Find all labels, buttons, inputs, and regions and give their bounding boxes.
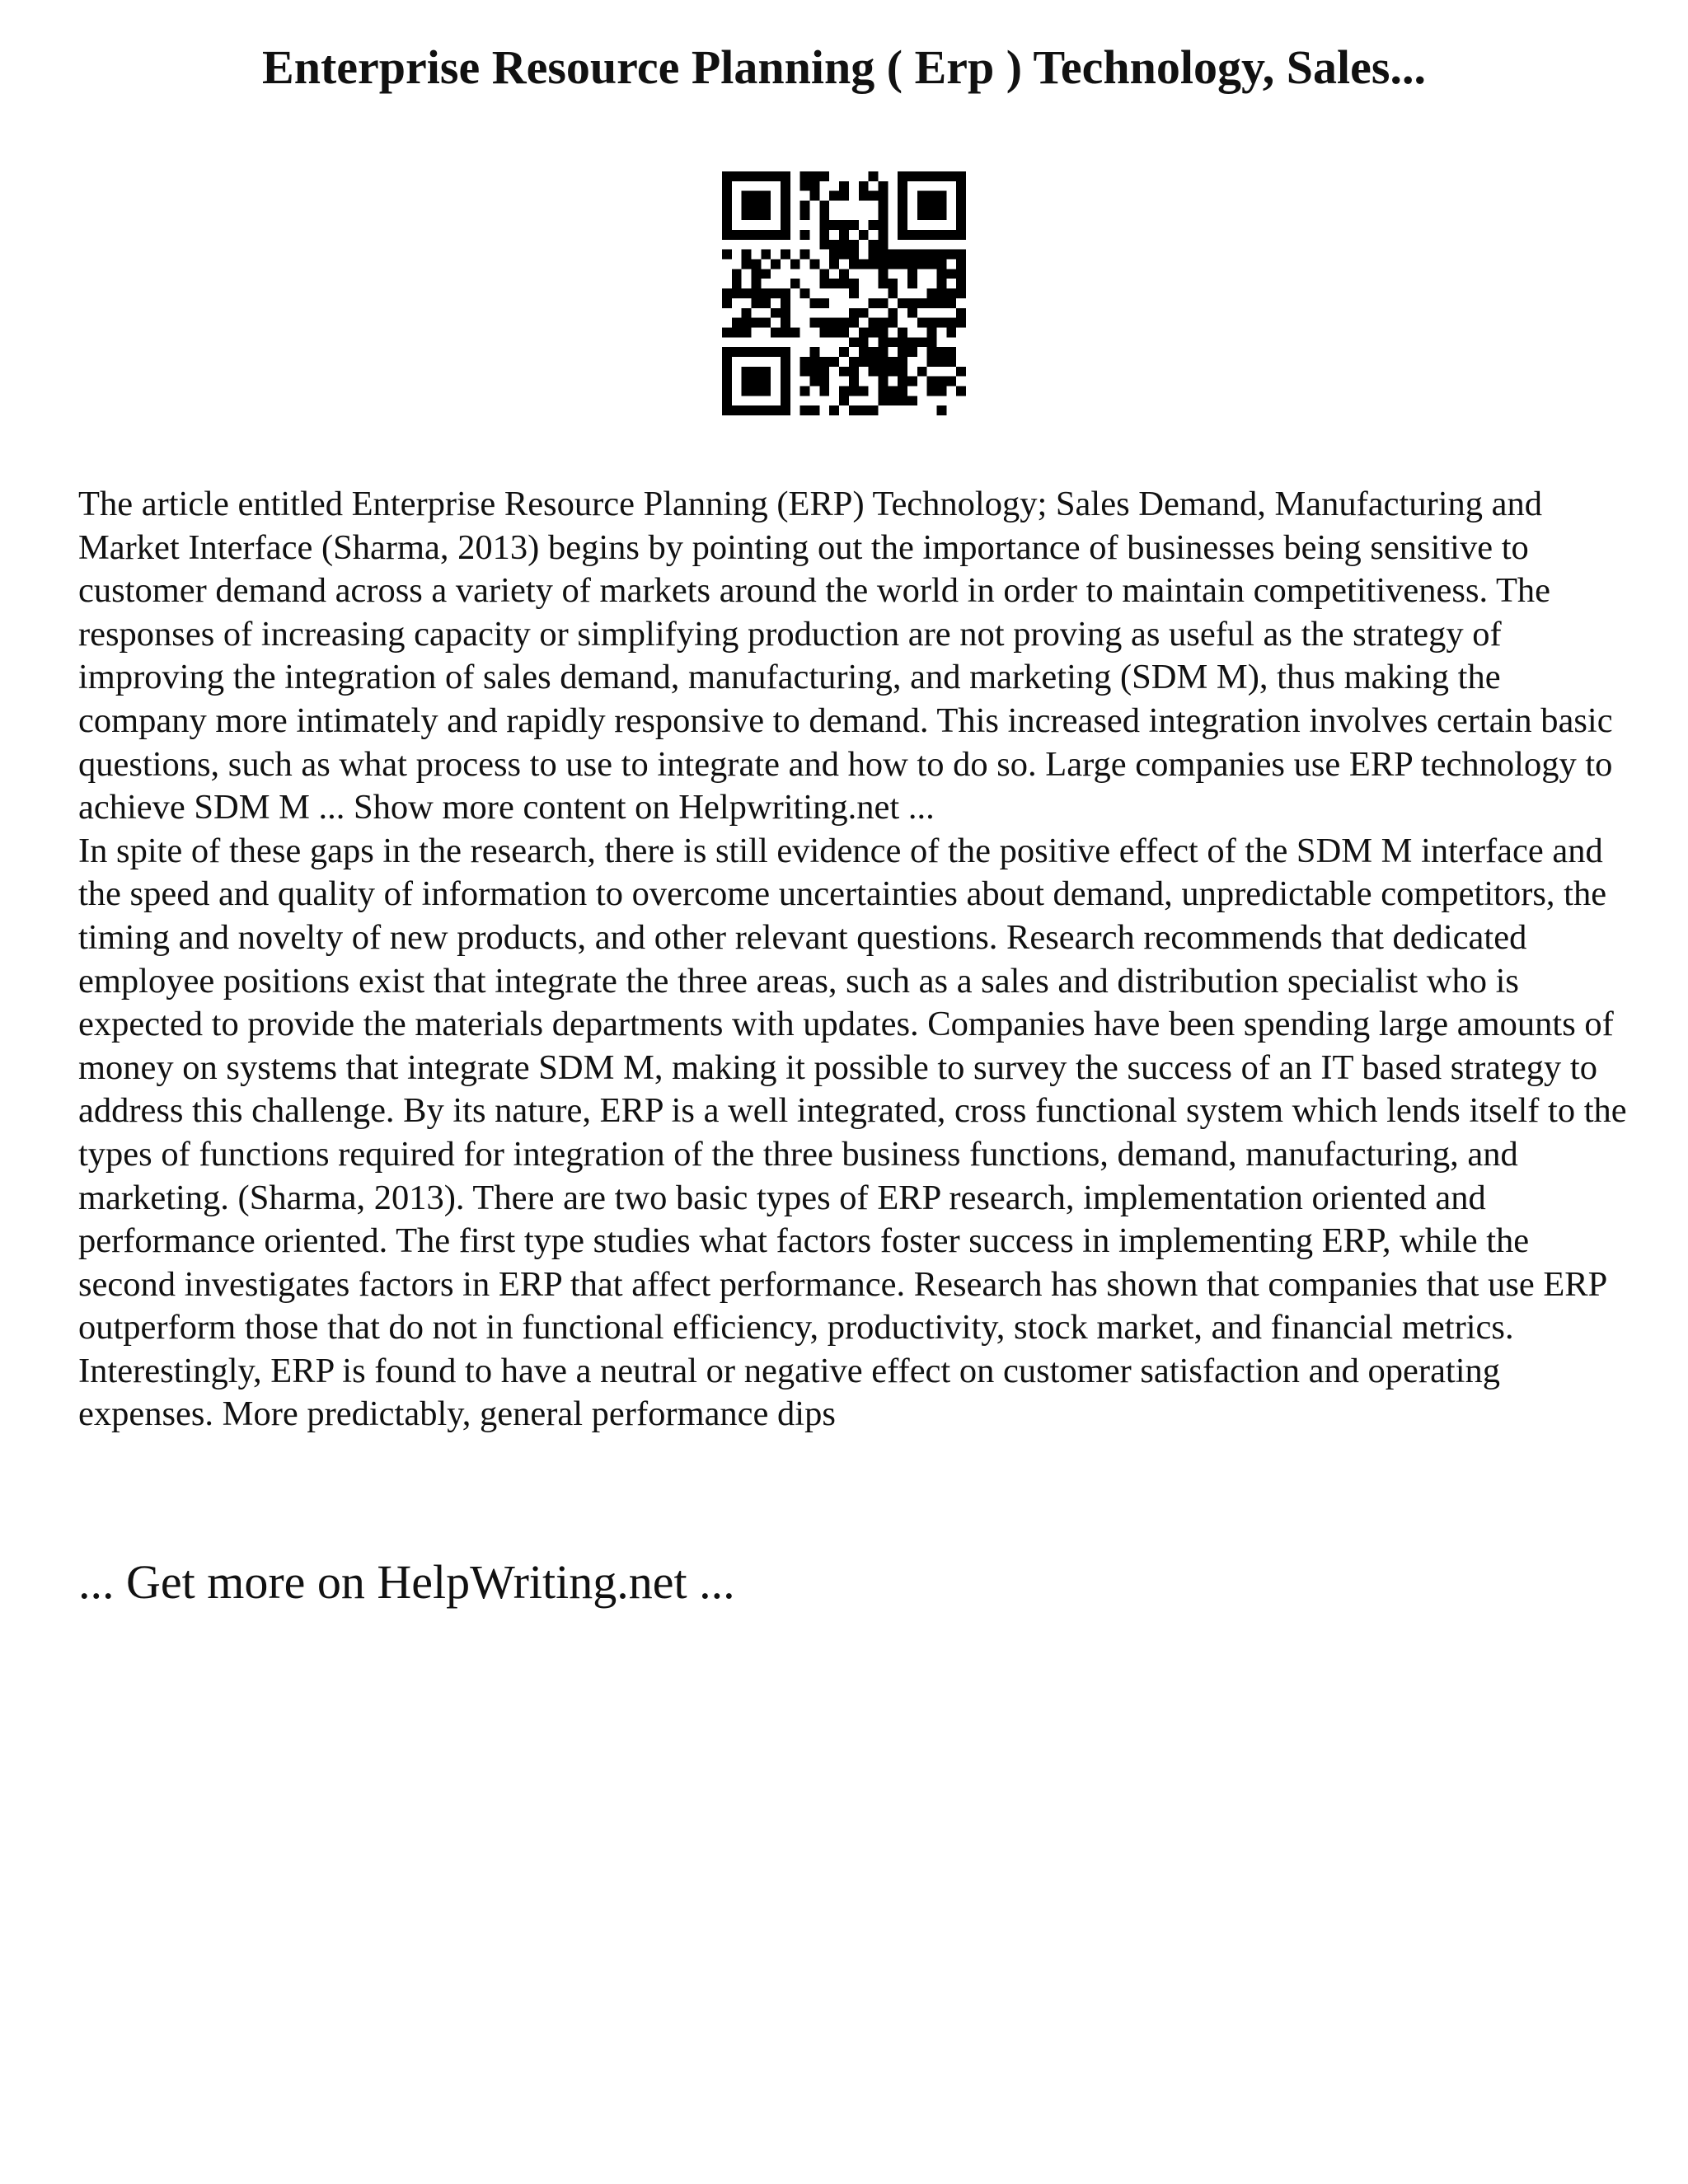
paragraph-intro: The article entitled Enterprise Resource Planning (ERP) Technology; Sales Demand, Manufacturing and Market Interface (Sharma, 2013) begins by pointing out the importance of businesses being sensitive to customer demand across a variety of markets around the world in order to maintain competitiveness. The responses of increasing capacity or simplifying production are not proving as useful as the strategy of improving the integration of sales demand, manufacturing, and marketing (SDM M), thus making the company more intimately and rapidly responsive to demand. This increased integration involves certain basic questions, such as what process to use to integrate and how to do so. Large companies use ERP technology to achieve SDM M ... Show more content on Helpwriting.net ... [78,485,1613,827]
page-title: Enterprise Resource Planning ( Erp ) Technology, Sales... [262,40,1426,94]
get-more-link[interactable]: ... Get more on HelpWriting.net ... [78,1555,735,1609]
article-body [78,483,1628,1436]
qr-code-icon [722,171,966,415]
paragraph-research: In spite of these gaps in the research, there is still evidence of the positive effect of the SDM M interface and the speed and quality of information to overcome uncertainties about demand, unpredictable competitors, the timing and novelty of new products, and other relevant questions. Research recommends that dedicated employee positions exist that integrate the three areas, such as a sales and distribution specialist who is expected to provide the materials departments with updates. Companies have been spending large amounts of money on systems that integrate SDM M, making it possible to survey the success of an IT based strategy to address this challenge. By its nature, ERP is a well integrated, cross functional system which lends itself to the types of functions required for integration of the three business functions, demand, manufacturing, and marketing. (Sharma, 2013). There are two basic types of ERP research, implementation oriented and performance oriented. The first type studies what factors foster success in implementing ERP, while the second investigates factors in ERP that affect performance. Research has shown that companies that use ERP outperform those that do not in functional efficiency, productivity, stock market, and financial metrics. Interestingly, ERP is found to have a neutral or negative effect on customer satisfaction and operating expenses. More predictably, general performance dips [78,831,1627,1434]
